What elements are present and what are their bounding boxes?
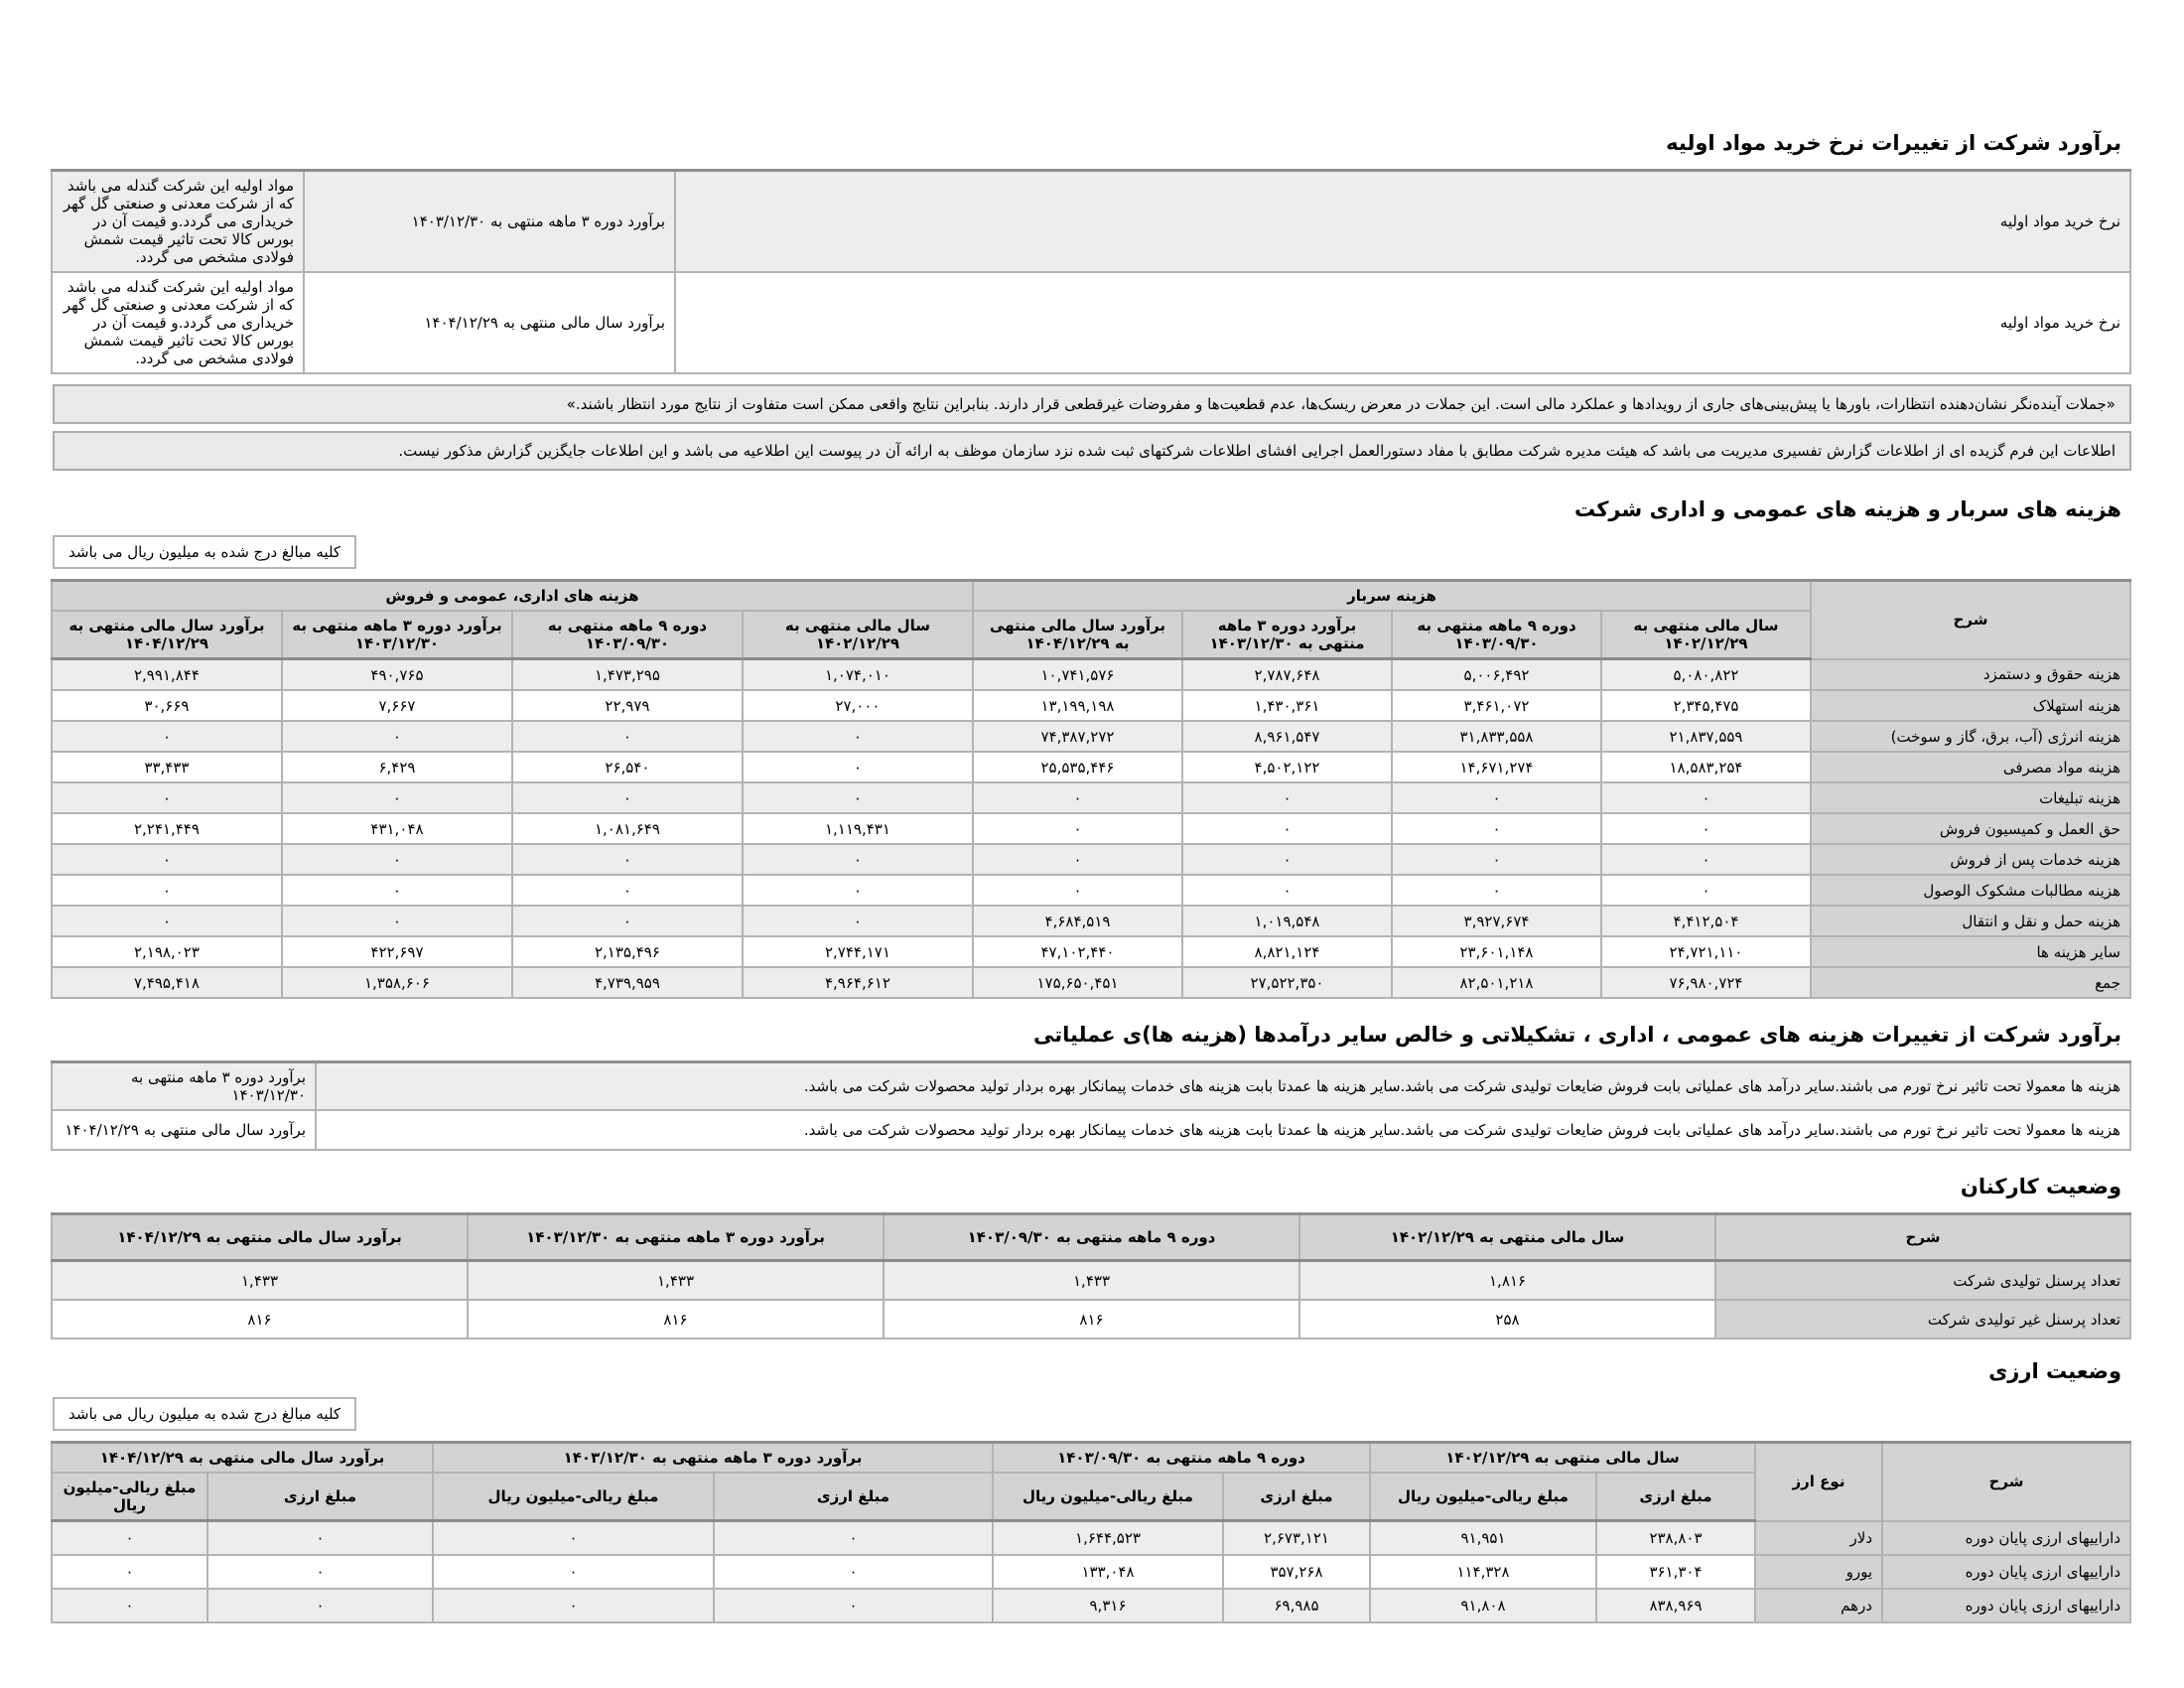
- period-cell: برآورد سال مالی منتهی به ۱۴۰۴/۱۲/۲۹: [304, 272, 675, 373]
- period-header: برآورد سال مالی منتهی به ۱۴۰۴/۱۲/۲۹: [52, 1443, 433, 1474]
- cell: ۱,۴۳۳: [52, 1261, 468, 1301]
- cell: ۹,۳۱۶: [993, 1589, 1223, 1622]
- row-label: هزینه تبلیغات: [1811, 782, 2130, 813]
- cell: ۰: [973, 782, 1182, 813]
- section-title-raw-material-rates: برآورد شرکت از تغییرات نرخ خرید مواد اولیه: [1666, 131, 2121, 155]
- row-label: نرخ خرید مواد اولیه: [675, 272, 2130, 373]
- units-badge: کلیه مبالغ درج شده به میلیون ریال می باشد: [53, 1397, 356, 1431]
- rial-amount-header: مبلغ ریالی-میلیون ریال: [52, 1473, 207, 1521]
- cell: ۱,۴۷۳,۲۹۵: [512, 659, 743, 691]
- cell: ۱,۴۳۰,۳۶۱: [1182, 690, 1392, 721]
- row-label: هزینه انرژی (آب، برق، گاز و سوخت): [1811, 721, 2130, 752]
- period-header: سال مالی منتهی به ۱۴۰۲/۱۲/۲۹: [1370, 1443, 1755, 1474]
- cell: ۱,۱۱۹,۴۳۱: [743, 813, 973, 844]
- group-header-row: [52, 1443, 2130, 1474]
- table-row: [52, 1300, 2130, 1338]
- cell: ۰: [973, 813, 1182, 844]
- cell: ۰: [52, 1555, 207, 1589]
- period-cell: برآورد دوره ۳ ماهه منتهی به ۱۴۰۳/۱۲/۳۰: [52, 1062, 316, 1111]
- cell: ۱۸,۵۸۳,۲۵۴: [1601, 752, 1811, 782]
- table-row: [52, 936, 2130, 967]
- currency-name: یورو: [1755, 1555, 1882, 1589]
- description-cell: هزینه ها معمولا تحت تاثیر نرخ تورم می باشند.سایر درآمد های عملیاتی بابت فروش ضایعات تولیدی شرکت می باشد.سایر هزینه ها عمدتا بابت هزینه های خدمات پیمانکار بهره بردار تولید محصولات شرکت می باشد.: [316, 1110, 2130, 1150]
- cell: ۹۱,۹۵۱: [1370, 1521, 1596, 1556]
- table-row: [52, 875, 2130, 906]
- raw-material-rate-table: [51, 169, 2131, 374]
- cell: ۲۷,۰۰۰: [743, 690, 973, 721]
- row-label: داراییهای ارزی پایان دوره: [1882, 1589, 2130, 1622]
- cell: ۲۵,۵۳۵,۴۴۶: [973, 752, 1182, 782]
- cell: ۰: [207, 1521, 433, 1556]
- cell: ۲,۱۳۵,۴۹۶: [512, 936, 743, 967]
- section-title-admin-cost-changes: برآورد شرکت از تغییرات هزینه های عمومی ، اداری ، تشکیلاتی و خالص سایر درآمدها (هزینه ها)ی عملیاتی: [1033, 1023, 2121, 1047]
- description-cell: مواد اولیه این شرکت گندله می باشد که از شرکت معدنی و صنعتی گل گهر خریداری می گردد.و قیمت آن در بورس کالا تحت تاثیر قیمت شمش فولادی مشخص می گردد.: [52, 171, 304, 273]
- cell: ۰: [1601, 844, 1811, 875]
- cell: ۷۴,۳۸۷,۲۷۲: [973, 721, 1182, 752]
- cell: ۰: [1601, 875, 1811, 906]
- section-title-overhead-admin-costs: هزینه های سربار و هزینه های عمومی و اداری شرکت: [1573, 497, 2121, 521]
- cell: ۰: [973, 844, 1182, 875]
- row-label: داراییهای ارزی پایان دوره: [1882, 1555, 2130, 1589]
- currency-name: درهم: [1755, 1589, 1882, 1622]
- cell: ۲۷,۵۲۲,۳۵۰: [1182, 967, 1392, 998]
- cell: ۰: [433, 1555, 714, 1589]
- row-label: هزینه خدمات پس از فروش: [1811, 844, 2130, 875]
- fx-amount-header: مبلغ ارزی: [1596, 1473, 1755, 1521]
- fx-amount-header: مبلغ ارزی: [207, 1473, 433, 1521]
- cell: ۱۱۴,۳۲۸: [1370, 1555, 1596, 1589]
- description-cell: مواد اولیه این شرکت گندله می باشد که از شرکت معدنی و صنعتی گل گهر خریداری می گردد.و قیمت آن در بورس کالا تحت تاثیر قیمت شمش فولادی مشخص می گردد.: [52, 272, 304, 373]
- cell: ۱,۰۸۱,۶۴۹: [512, 813, 743, 844]
- cell: ۸,۸۲۱,۱۲۴: [1182, 936, 1392, 967]
- description-cell: هزینه ها معمولا تحت تاثیر نرخ تورم می باشند.سایر درآمد های عملیاتی بابت فروش ضایعات تولیدی شرکت می باشد.سایر هزینه ها عمدتا بابت هزینه های خدمات پیمانکار بهره بردار تولید محصولات شرکت می باشد.: [316, 1062, 2130, 1111]
- cell: ۱۷۵,۶۵۰,۴۵۱: [973, 967, 1182, 998]
- cell: ۳,۴۶۱,۰۷۲: [1392, 690, 1601, 721]
- period-cell: برآورد دوره ۳ ماهه منتهی به ۱۴۰۳/۱۲/۳۰: [304, 171, 675, 273]
- cell: ۶۹,۹۸۵: [1223, 1589, 1370, 1622]
- cell: ۷,۶۶۷: [282, 690, 512, 721]
- cell: ۱,۶۴۴,۵۲۳: [993, 1521, 1223, 1556]
- cell: ۲,۲۴۱,۴۴۹: [52, 813, 282, 844]
- cell: ۰: [512, 721, 743, 752]
- cell: ۶,۴۲۹: [282, 752, 512, 782]
- cell: ۸۱۶: [884, 1300, 1299, 1338]
- cell: ۰: [52, 844, 282, 875]
- row-label: تعداد پرسنل غیر تولیدی شرکت: [1715, 1300, 2130, 1338]
- period-cell: برآورد سال مالی منتهی به ۱۴۰۴/۱۲/۲۹: [52, 1110, 316, 1150]
- cell: ۱۳۳,۰۴۸: [993, 1555, 1223, 1589]
- cell: ۲,۱۹۸,۰۲۳: [52, 936, 282, 967]
- cell: ۸۱۶: [52, 1300, 468, 1338]
- cell: ۰: [714, 1555, 993, 1589]
- row-label: حق العمل و کمیسیون فروش: [1811, 813, 2130, 844]
- cell: ۲,۷۸۷,۶۴۸: [1182, 659, 1392, 691]
- table-row: [52, 272, 2130, 373]
- cell: ۴,۷۳۹,۹۵۹: [512, 967, 743, 998]
- header-row: [52, 1214, 2130, 1261]
- currency-name: دلار: [1755, 1521, 1882, 1556]
- period-header: برآورد سال مالی منتهی به ۱۴۰۴/۱۲/۲۹: [973, 611, 1182, 659]
- cell: ۰: [743, 721, 973, 752]
- overhead-admin-cost-table: [51, 579, 2131, 999]
- period-header: برآورد سال مالی منتهی به ۱۴۰۴/۱۲/۲۹: [52, 1214, 468, 1261]
- cell: ۰: [973, 875, 1182, 906]
- table-row: [52, 813, 2130, 844]
- cell: ۱,۳۵۸,۶۰۶: [282, 967, 512, 998]
- cell: ۱,۰۱۹,۵۴۸: [1182, 906, 1392, 936]
- rial-amount-header: مبلغ ریالی-میلیون ریال: [993, 1473, 1223, 1521]
- cell: ۰: [714, 1589, 993, 1622]
- cell: ۸,۹۶۱,۵۴۷: [1182, 721, 1392, 752]
- desc-column-header: شرح: [1715, 1214, 2130, 1261]
- cell: ۰: [207, 1589, 433, 1622]
- cell: ۰: [52, 721, 282, 752]
- desc-column-header: شرح: [1811, 581, 2130, 659]
- overhead-group-header: هزینه سربار: [973, 581, 1811, 612]
- row-label: هزینه مطالبات مشکوک الوصول: [1811, 875, 2130, 906]
- table-row: [52, 844, 2130, 875]
- cell: ۱,۸۱۶: [1299, 1261, 1715, 1301]
- currency-table: [51, 1441, 2131, 1623]
- fx-amount-header: مبلغ ارزی: [1223, 1473, 1370, 1521]
- table-row: [52, 1555, 2130, 1589]
- row-label: هزینه استهلاک: [1811, 690, 2130, 721]
- cell: ۰: [282, 906, 512, 936]
- period-header: برآورد سال مالی منتهی به ۱۴۰۴/۱۲/۲۹: [52, 611, 282, 659]
- desc-column-header: شرح: [1882, 1443, 2130, 1521]
- cell: ۲۶,۵۴۰: [512, 752, 743, 782]
- period-header: برآورد دوره ۳ ماهه منتهی به ۱۴۰۳/۱۲/۳۰: [433, 1443, 993, 1474]
- cell: ۱,۴۳۳: [468, 1261, 884, 1301]
- table-row: [52, 1589, 2130, 1622]
- fx-amount-header: مبلغ ارزی: [714, 1473, 993, 1521]
- employees-table: [51, 1212, 2131, 1339]
- period-header: برآورد دوره ۳ ماهه منتهی به ۱۴۰۳/۱۲/۳۰: [468, 1214, 884, 1261]
- cell: ۴۹۰,۷۶۵: [282, 659, 512, 691]
- cell: ۷,۴۹۵,۴۱۸: [52, 967, 282, 998]
- rial-amount-header: مبلغ ریالی-میلیون ریال: [1370, 1473, 1596, 1521]
- cell: ۲۳۸,۸۰۳: [1596, 1521, 1755, 1556]
- cell: ۰: [1392, 782, 1601, 813]
- table-row: [52, 1062, 2130, 1111]
- rial-amount-header: مبلغ ریالی-میلیون ریال: [433, 1473, 714, 1521]
- period-header: دوره ۹ ماهه منتهی به ۱۴۰۳/۰۹/۳۰: [512, 611, 743, 659]
- period-header: سال مالی منتهی به ۱۴۰۲/۱۲/۲۹: [743, 611, 973, 659]
- cell: ۵,۰۸۰,۸۲۲: [1601, 659, 1811, 691]
- cell: ۱,۴۳۳: [884, 1261, 1299, 1301]
- cell: ۰: [52, 1589, 207, 1622]
- section-title-currency: وضعیت ارزی: [1988, 1359, 2121, 1383]
- period-header: برآورد دوره ۳ ماهه منتهی به ۱۴۰۳/۱۲/۳۰: [282, 611, 512, 659]
- cell: ۰: [52, 782, 282, 813]
- form-info-disclaimer: اطلاعات این فرم گزیده ای از اطلاعات گزارش تفسیری مدیریت می باشد که هیئت مدیره شرکت مطابق با مفاد دستورالعمل اجرایی افشای اطلاعات شرکتهای ثبت شده نزد سازمان موظف به ارائه آن در پیوست این اطلاعیه می باشد و این اطلاعات جایگزین گزارش مذکور نیست.: [53, 431, 2131, 471]
- cell: ۰: [1182, 782, 1392, 813]
- cell: ۰: [282, 875, 512, 906]
- cell: ۰: [282, 721, 512, 752]
- cell: ۲۲,۹۷۹: [512, 690, 743, 721]
- cell: ۲,۳۴۵,۴۷۵: [1601, 690, 1811, 721]
- cell: ۲۳,۶۰۱,۱۴۸: [1392, 936, 1601, 967]
- forward-looking-disclaimer: «جملات آینده‌نگر نشان‌دهنده انتظارات، باورها یا پیش‌بینی‌های جاری از رویدادها و عملکرد مالی است. این جملات در معرض ریسک‌ها، عدم قطعیت‌ها و مفروضات غیرقطعی قرار دارند. بنابراین نتایج واقعی ممکن است متفاوت از نتایج مورد انتظار باشند.»: [53, 384, 2131, 424]
- cell: ۰: [512, 844, 743, 875]
- row-label: هزینه مواد مصرفی: [1811, 752, 2130, 782]
- cell: ۰: [714, 1521, 993, 1556]
- table-row: [52, 171, 2130, 273]
- cell: ۰: [512, 906, 743, 936]
- cell: ۰: [1392, 875, 1601, 906]
- cell: ۰: [1182, 875, 1392, 906]
- group-header-row: [52, 581, 2130, 612]
- cell: ۰: [743, 752, 973, 782]
- period-header: برآورد دوره ۳ ماهه منتهی به ۱۴۰۳/۱۲/۳۰: [1182, 611, 1392, 659]
- cell: ۴۲۲,۶۹۷: [282, 936, 512, 967]
- cell: ۰: [512, 782, 743, 813]
- cell: ۳۳,۴۳۳: [52, 752, 282, 782]
- table-row: [52, 1261, 2130, 1301]
- total-row: [52, 967, 2130, 998]
- cell: ۰: [1392, 844, 1601, 875]
- period-header: سال مالی منتهی به ۱۴۰۲/۱۲/۲۹: [1601, 611, 1811, 659]
- cell: ۴,۵۰۲,۱۲۲: [1182, 752, 1392, 782]
- cell: ۲۵۸: [1299, 1300, 1715, 1338]
- period-header: دوره ۹ ماهه منتهی به ۱۴۰۳/۰۹/۳۰: [884, 1214, 1299, 1261]
- table-row: [52, 1110, 2130, 1150]
- table-row: [52, 752, 2130, 782]
- cell: ۰: [743, 906, 973, 936]
- cell: ۳۰,۶۶۹: [52, 690, 282, 721]
- row-label: جمع: [1811, 967, 2130, 998]
- period-header: سال مالی منتهی به ۱۴۰۲/۱۲/۲۹: [1299, 1214, 1715, 1261]
- table-row: [52, 659, 2130, 691]
- table-row: [52, 1521, 2130, 1556]
- cell: ۷۶,۹۸۰,۷۲۴: [1601, 967, 1811, 998]
- row-label: هزینه حمل و نقل و انتقال: [1811, 906, 2130, 936]
- row-label: نرخ خرید مواد اولیه: [675, 171, 2130, 273]
- cell: ۰: [1392, 813, 1601, 844]
- cell: ۱۴,۶۷۱,۲۷۴: [1392, 752, 1601, 782]
- cell: ۰: [433, 1589, 714, 1622]
- cell: ۱۰,۷۴۱,۵۷۶: [973, 659, 1182, 691]
- cell: ۰: [1601, 813, 1811, 844]
- cell: ۲,۹۹۱,۸۴۴: [52, 659, 282, 691]
- cell: ۰: [52, 875, 282, 906]
- currency-column-header: نوع ارز: [1755, 1443, 1882, 1521]
- cell: ۰: [743, 782, 973, 813]
- units-badge: کلیه مبالغ درج شده به میلیون ریال می باشد: [53, 535, 356, 569]
- cell: ۰: [1601, 782, 1811, 813]
- cell: ۰: [282, 782, 512, 813]
- cell: ۰: [743, 844, 973, 875]
- row-label: داراییهای ارزی پایان دوره: [1882, 1521, 2130, 1556]
- period-header: دوره ۹ ماهه منتهی به ۱۴۰۳/۰۹/۳۰: [993, 1443, 1370, 1474]
- cell: ۳۶۱,۳۰۴: [1596, 1555, 1755, 1589]
- cell: ۳۵۷,۲۶۸: [1223, 1555, 1370, 1589]
- table-row: [52, 782, 2130, 813]
- admin-cost-changes-table: [51, 1060, 2131, 1151]
- row-label: سایر هزینه ها: [1811, 936, 2130, 967]
- cell: ۰: [52, 1521, 207, 1556]
- cell: ۴,۴۱۲,۵۰۴: [1601, 906, 1811, 936]
- section-title-employees: وضعیت کارکنان: [1960, 1175, 2121, 1198]
- cell: ۲۱,۸۳۷,۵۵۹: [1601, 721, 1811, 752]
- cell: ۳۱,۸۳۳,۵۵۸: [1392, 721, 1601, 752]
- table-row: [52, 906, 2130, 936]
- row-label: هزینه حقوق و دستمزد: [1811, 659, 2130, 691]
- cell: ۵,۰۰۶,۴۹۲: [1392, 659, 1601, 691]
- cell: ۲۴,۷۲۱,۱۱۰: [1601, 936, 1811, 967]
- cell: ۲,۶۷۳,۱۲۱: [1223, 1521, 1370, 1556]
- cell: ۴,۶۸۴,۵۱۹: [973, 906, 1182, 936]
- cell: ۰: [743, 875, 973, 906]
- cell: ۰: [512, 875, 743, 906]
- cell: ۰: [207, 1555, 433, 1589]
- cell: ۱۳,۱۹۹,۱۹۸: [973, 690, 1182, 721]
- cell: ۰: [282, 844, 512, 875]
- table-row: [52, 690, 2130, 721]
- row-label: تعداد پرسنل تولیدی شرکت: [1715, 1261, 2130, 1301]
- cell: ۱,۰۷۴,۰۱۰: [743, 659, 973, 691]
- cell: ۹۱,۸۰۸: [1370, 1589, 1596, 1622]
- cell: ۴۷,۱۰۲,۴۴۰: [973, 936, 1182, 967]
- cell: ۰: [433, 1521, 714, 1556]
- cell: ۳,۹۲۷,۶۷۴: [1392, 906, 1601, 936]
- admin-group-header: هزینه های اداری، عمومی و فروش: [52, 581, 973, 612]
- cell: ۰: [52, 906, 282, 936]
- cell: ۲,۷۴۴,۱۷۱: [743, 936, 973, 967]
- cell: ۸۲,۵۰۱,۲۱۸: [1392, 967, 1601, 998]
- cell: ۸۱۶: [468, 1300, 884, 1338]
- cell: ۴۳۱,۰۴۸: [282, 813, 512, 844]
- cell: ۸۳۸,۹۶۹: [1596, 1589, 1755, 1622]
- cell: ۴,۹۶۴,۶۱۲: [743, 967, 973, 998]
- table-row: [52, 721, 2130, 752]
- cell: ۰: [1182, 844, 1392, 875]
- cell: ۰: [1182, 813, 1392, 844]
- period-header: دوره ۹ ماهه منتهی به ۱۴۰۳/۰۹/۳۰: [1392, 611, 1601, 659]
